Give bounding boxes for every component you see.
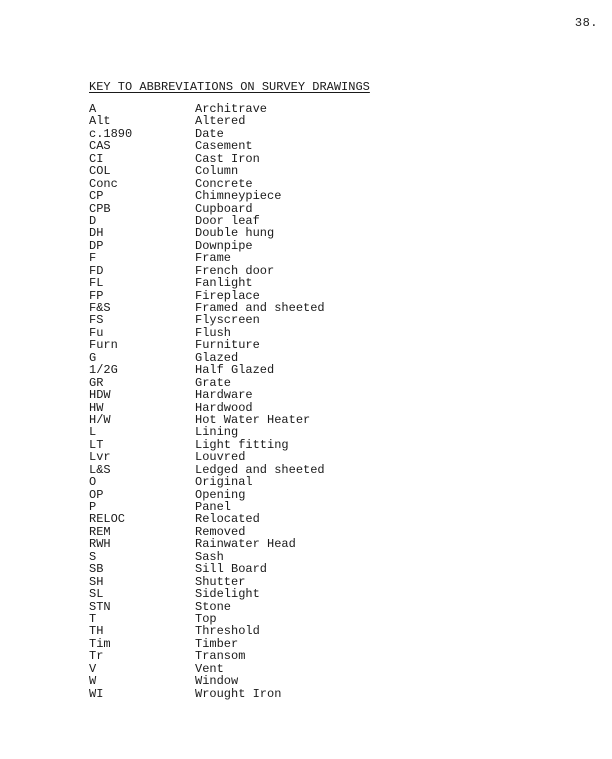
abbreviation-row [89,563,325,575]
abbreviation-meaning: Flyscreen [195,313,260,328]
abbreviation-meaning: Removed [195,524,246,539]
abbreviation-code: 1/2G [89,363,118,378]
abbreviation-row [89,364,325,376]
abbreviation-meaning: Cast Iron [195,151,260,166]
abbreviation-meaning: Lining [195,425,239,440]
abbreviation-code: GR [89,375,104,390]
abbreviation-code: SL [89,587,104,602]
abbreviation-meaning: Glazed [195,350,239,365]
abbreviation-code: FS [89,313,104,328]
abbreviation-row [89,588,325,600]
abbreviation-row [89,625,325,637]
abbreviation-code: F [89,251,97,266]
abbreviation-meaning: Double hung [195,226,275,241]
abbreviation-code: c.1890 [89,126,133,141]
abbreviation-meaning: Altered [195,114,246,129]
abbreviation-meaning: Cupboard [195,201,253,216]
abbreviation-meaning: Chimneypiece [195,189,282,204]
abbreviation-meaning: Louvred [195,450,246,465]
abbreviation-code: FD [89,263,104,278]
abbreviation-row [89,538,325,550]
abbreviation-meaning: Framed and sheeted [195,301,325,315]
abbreviation-code: F&S [89,301,111,315]
abbreviation-meaning: Wrought Iron [195,686,282,701]
abbreviation-code: Alt [89,114,111,129]
abbreviation-meaning: French door [195,263,275,278]
abbreviation-code: COL [89,164,111,179]
abbreviation-row [89,115,325,127]
abbreviation-meaning: Hardwood [195,400,253,415]
abbreviation-row [89,513,325,525]
abbreviation-meaning: Frame [195,251,232,266]
abbreviation-meaning: Fireplace [195,288,260,303]
abbreviation-meaning: Transom [195,649,246,664]
abbreviation-meaning: Shutter [195,574,246,589]
abbreviation-code: L&S [89,462,111,477]
abbreviation-code: Fu [89,325,104,340]
abbreviation-code: SH [89,574,104,589]
abbreviation-code: CP [89,189,104,204]
abbreviation-code: S [89,549,97,564]
abbreviation-row [89,426,325,438]
abbreviation-row [89,314,325,326]
abbreviation-meaning: Downpipe [195,238,253,253]
abbreviation-meaning: Casement [195,139,253,154]
abbreviation-code: DP [89,238,104,253]
abbreviation-meaning: Column [195,164,239,179]
abbreviation-row [89,165,325,177]
abbreviation-code: RWH [89,537,111,552]
abbreviation-row [89,227,325,239]
abbreviation-row [89,675,325,687]
abbreviation-code: HW [89,400,104,415]
abbreviation-meaning: Concrete [195,176,253,191]
abbreviation-code: REM [89,524,111,539]
abbreviation-code: P [89,500,97,514]
abbreviation-code: FP [89,288,104,303]
abbreviation-code: WI [89,686,104,701]
abbreviation-code: G [89,350,97,365]
abbreviation-row [89,339,325,351]
abbreviation-code: LT [89,437,104,452]
abbreviation-code: HDW [89,388,111,403]
abbreviation-meaning: Sash [195,549,224,564]
abbreviation-list [89,103,325,700]
page-number: 38. [574,16,598,30]
abbreviation-row [89,190,325,202]
abbreviation-meaning: Hardware [195,388,253,403]
abbreviation-code: OP [89,487,104,502]
page-heading: KEY TO ABBREVIATIONS ON SURVEY DRAWINGS [89,80,370,94]
abbreviation-meaning: Relocated [195,512,260,527]
abbreviation-row [89,650,325,662]
abbreviation-code: A [89,102,97,116]
abbreviation-meaning: Stone [195,599,232,614]
abbreviation-meaning: Sill Board [195,562,268,577]
abbreviation-meaning: Ledged and sheeted [195,462,325,477]
abbreviation-meaning: Grate [195,375,232,390]
abbreviation-code: STN [89,599,111,614]
abbreviation-code: Furn [89,338,118,353]
abbreviation-row [89,389,325,401]
abbreviation-code: SB [89,562,104,577]
abbreviation-meaning: Light fitting [195,437,289,452]
abbreviation-meaning: Opening [195,487,246,502]
abbreviation-meaning: Rainwater Head [195,537,296,552]
abbreviation-row [89,451,325,463]
abbreviation-meaning: Flush [195,325,232,340]
abbreviation-meaning: Door leaf [195,213,260,228]
abbreviation-meaning: Date [195,126,224,141]
abbreviation-code: CPB [89,201,111,216]
abbreviation-meaning: Architrave [195,102,268,116]
abbreviation-code: Tr [89,649,104,664]
abbreviation-meaning: Furniture [195,338,260,353]
abbreviation-code: DH [89,226,104,241]
abbreviation-meaning: Vent [195,661,224,676]
abbreviation-code: Conc [89,176,118,191]
abbreviation-row [89,688,325,700]
abbreviation-code: FL [89,276,104,291]
abbreviation-code: H/W [89,412,111,427]
abbreviation-meaning: Threshold [195,624,260,639]
abbreviation-meaning: Hot Water Heater [195,412,311,427]
abbreviation-meaning: Half Glazed [195,363,275,378]
abbreviation-code: D [89,213,97,228]
abbreviation-code: T [89,611,97,626]
abbreviation-meaning: Panel [195,500,232,514]
abbreviation-meaning: Top [195,611,217,626]
abbreviation-code: Tim [89,636,111,651]
abbreviation-row [89,277,325,289]
abbreviation-code: Lvr [89,450,111,465]
abbreviation-row [89,140,325,152]
abbreviation-meaning: Sidelight [195,587,260,602]
abbreviation-row [89,252,325,264]
abbreviation-code: RELOC [89,512,126,527]
abbreviation-code: W [89,674,97,689]
abbreviation-code: CAS [89,139,111,154]
abbreviation-meaning: Timber [195,636,239,651]
abbreviation-meaning: Fanlight [195,276,253,291]
abbreviation-code: L [89,425,97,440]
abbreviation-meaning: Window [195,674,239,689]
abbreviation-code: TH [89,624,104,639]
abbreviation-row [89,476,325,488]
abbreviation-code: O [89,475,97,490]
abbreviation-code: CI [89,151,104,166]
abbreviation-code: V [89,661,97,676]
abbreviation-meaning: Original [195,475,253,490]
